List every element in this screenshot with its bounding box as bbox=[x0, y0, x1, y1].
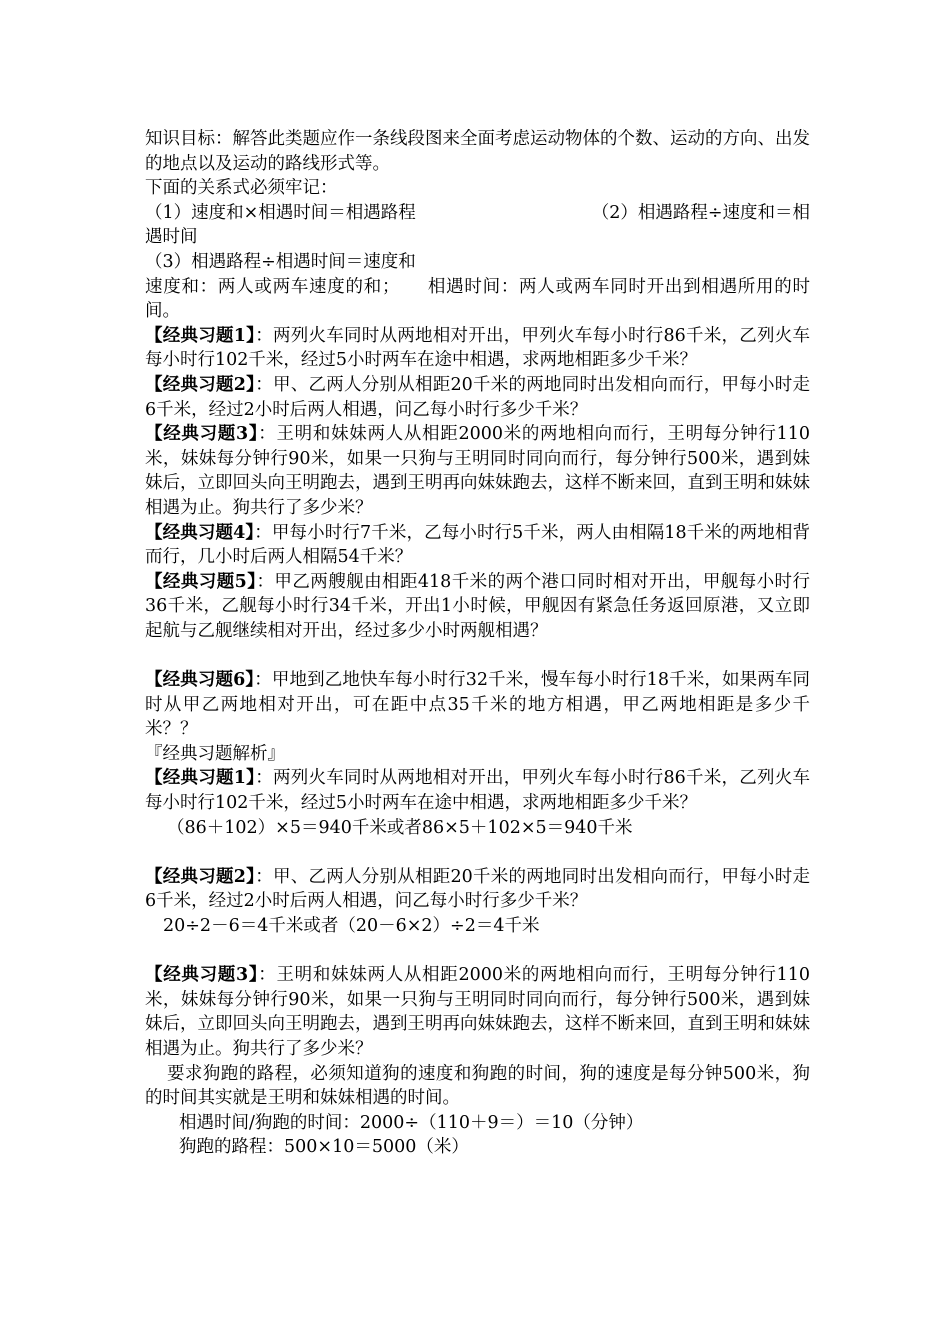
definitions: 速度和：两人或两车速度的和； 相遇时间：两人或两车同时开出到相遇所用的时间。 bbox=[145, 276, 810, 322]
analysis-heading: 『经典习题解析』 bbox=[145, 743, 285, 764]
solution-1-question bbox=[145, 766, 810, 815]
problem-text: ：甲、乙两人分别从相距20千米的两地同时出发相向而行，甲每小时走6千米，经过2小时后两人相遇，问乙每小时行多少千米？ bbox=[145, 374, 810, 420]
solution-2-answer: 20÷2－6＝4千米或者（20－6×2）÷2＝4千米 bbox=[163, 916, 540, 936]
solution-3-step-2: 狗跑的路程：500×10＝5000（米） bbox=[179, 1137, 469, 1158]
relation-2-part1: （2）相遇路程÷速度和＝相 bbox=[591, 202, 810, 223]
problem-tag: 【经典习题2】 bbox=[145, 374, 256, 395]
problem-5 bbox=[145, 570, 810, 644]
problem-tag: 【经典习题4】 bbox=[145, 522, 255, 543]
problem-tag: 【经典习题3】 bbox=[145, 424, 259, 445]
spacer bbox=[145, 939, 810, 964]
solution-question-text: ：王明和妹妹两人从相距2000米的两地相向而行，王明每分钟行110米，妹妹每分钟行90米，如果一只狗与王明同时同向而行，每分钟行500米，遇到妹妹后，立即回头向王明跑去，遇到王明再向妹妹跑去，这样不断来回，直到王明和妹妹相遇为止。狗共行了多少米？ bbox=[145, 965, 810, 1059]
spacer bbox=[145, 643, 810, 668]
must-remember-line: 下面的关系式必须牢记： bbox=[145, 178, 338, 199]
relation-3: （3）相遇路程÷相遇时间＝速度和 bbox=[145, 251, 416, 272]
problem-text: ：两列火车同时从两地相对开出，甲列火车每小时行86千米，乙列火车每小时行102千米，经过5小时两车在途中相遇，求两地相距多少千米？ bbox=[145, 325, 810, 371]
problem-text: ：甲每小时行7千米，乙每小时行5千米，两人由相隔18千米的两地相背而行，几小时后两人相隔54千米？ bbox=[145, 522, 810, 568]
document-page bbox=[145, 127, 810, 1160]
spacer bbox=[145, 840, 810, 865]
relation-row-1-2 bbox=[145, 201, 810, 226]
knowledge-goal: 知识目标：解答此类题应作一条线段图来全面考虑运动物体的个数、运动的方向、出发的地点以及运动的路线形式等。 bbox=[145, 129, 810, 174]
solution-3-step-1: 相遇时间/狗跑的时间：2000÷（110＋9＝）＝10（分钟） bbox=[179, 1112, 644, 1133]
solution-question-text: ：甲、乙两人分别从相距20千米的两地同时出发相向而行，甲每小时走6千米，经过2小时后两人相遇，问乙每小时行多少千米？ bbox=[145, 866, 810, 912]
solution-3-explanation: 要求狗跑的路程，必须知道狗的速度和狗跑的时间，狗的速度是每分钟500米，狗的时间其实就是王明和妹妹相遇的时间。 bbox=[145, 1063, 810, 1109]
problem-text: ：甲地到乙地快车每小时行32千米，慢车每小时行18千米，如果两车同时从甲乙两地相对开出，可在距中点35千米的地方相遇，甲乙两地相距是多少千米？？ bbox=[145, 670, 810, 740]
solution-tag: 【经典习题3】 bbox=[145, 965, 259, 986]
solution-3-question bbox=[145, 963, 810, 1061]
problem-tag: 【经典习题5】 bbox=[145, 571, 257, 592]
relation-1: （1）速度和×相遇时间＝相遇路程 bbox=[145, 202, 416, 223]
problem-text: ：甲乙两艘舰由相距418千米的两个港口同时相对开出，甲舰每小时行36千米，乙舰每小时行34千米，开出1小时候，甲舰因有紧急任务返回原港，又立即起航与乙舰继续相对开出，经过多少小时两舰相遇？ bbox=[145, 571, 810, 641]
problem-text: ：王明和妹妹两人从相距2000米的两地相向而行，王明每分钟行110米，妹妹每分钟行90米，如果一只狗与王明同时同向而行，每分钟行500米，遇到妹妹后，立即回头向王明跑去，遇到王明再向妹妹跑去，这样不断来回，直到王明和妹妹相遇为止。狗共行了多少米？ bbox=[145, 424, 810, 518]
solution-1-answer: （86＋102）×5＝940千米或者86×5＋102×5＝940千米 bbox=[167, 817, 633, 838]
problem-2 bbox=[145, 373, 810, 422]
problem-tag: 【经典习题6】 bbox=[145, 670, 255, 691]
problem-tag: 【经典习题1】 bbox=[145, 325, 256, 346]
relation-2-part2: 遇时间 bbox=[145, 227, 198, 248]
problem-6 bbox=[145, 668, 810, 742]
solution-tag: 【经典习题1】 bbox=[145, 768, 256, 789]
problem-4 bbox=[145, 521, 810, 570]
solution-question-text: ：两列火车同时从两地相对开出，甲列火车每小时行86千米，乙列火车每小时行102千米，经过5小时两车在途中相遇，求两地相距多少千米？ bbox=[145, 768, 810, 814]
problem-1 bbox=[145, 324, 810, 373]
solution-2-question bbox=[145, 865, 810, 914]
problem-3 bbox=[145, 422, 810, 520]
solution-tag: 【经典习题2】 bbox=[145, 866, 256, 887]
